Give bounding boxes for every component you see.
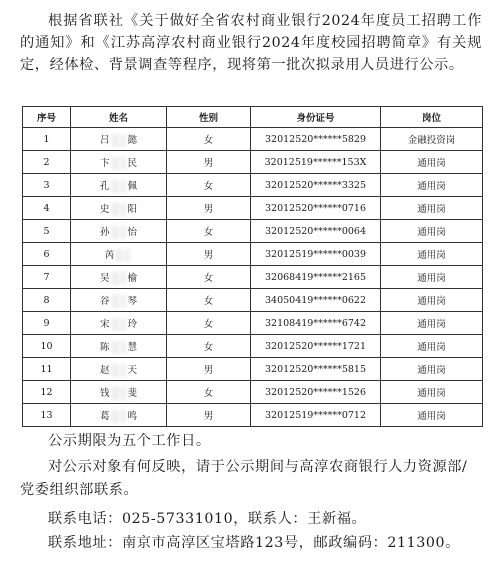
- row-no: 7: [23, 266, 71, 289]
- contact-phone: 联系电话：025-57331010，联系人：王新福。: [48, 511, 367, 527]
- row-name: [71, 358, 167, 381]
- row-gender: 男: [167, 243, 251, 266]
- name-last-char: 阳: [127, 203, 138, 215]
- row-id: 34050419******0622: [251, 289, 381, 312]
- row-post: 通用岗: [381, 381, 483, 404]
- name-redaction-blur: [112, 226, 126, 239]
- name-first-char: 谷: [99, 295, 110, 307]
- name-redaction-blur: [116, 249, 130, 262]
- row-id: 32012520******0716: [251, 197, 381, 220]
- name-redaction-blur: [112, 157, 126, 170]
- name-first-char: 钱: [99, 387, 110, 399]
- header-gender: 性别: [167, 107, 251, 128]
- row-id: 32012519******0039: [251, 243, 381, 266]
- row-id: 32012520******1721: [251, 335, 381, 358]
- row-no: 2: [23, 151, 71, 174]
- period-note: 公示期限为五个工作日。: [48, 433, 211, 449]
- row-id: 32012519******0712: [251, 404, 381, 427]
- row-post: 通用岗: [381, 289, 483, 312]
- row-gender: 女: [167, 128, 251, 151]
- row-id: 32012520******5815: [251, 358, 381, 381]
- name-redaction-blur: [112, 295, 126, 308]
- row-post: 金融投资岗: [381, 128, 483, 151]
- row-no: 5: [23, 220, 71, 243]
- table-row: [23, 128, 483, 151]
- name-redaction-blur: [112, 341, 126, 354]
- row-name: [71, 197, 167, 220]
- name-last-char: 佩: [127, 180, 138, 192]
- row-no: 12: [23, 381, 71, 404]
- row-post: 通用岗: [381, 358, 483, 381]
- table-row: [23, 358, 483, 381]
- table-row: [23, 243, 483, 266]
- name-last-char: 怡: [127, 226, 138, 238]
- row-name: [71, 243, 167, 266]
- name-redaction-blur: [112, 387, 126, 400]
- name-last-char: 斐: [127, 387, 138, 399]
- row-gender: 男: [167, 358, 251, 381]
- name-last-char: 民: [127, 157, 138, 169]
- header-post: 岗位: [381, 107, 483, 128]
- table-row: [23, 312, 483, 335]
- name-redaction-blur: [112, 364, 126, 377]
- name-last-char: 慧: [127, 341, 138, 353]
- name-last-char: 鸣: [127, 410, 138, 422]
- roster-body: [23, 128, 483, 427]
- row-name: [71, 128, 167, 151]
- row-id: 32012520******5829: [251, 128, 381, 151]
- row-post: 通用岗: [381, 404, 483, 427]
- row-no: 1: [23, 128, 71, 151]
- name-first-char: 孙: [99, 226, 110, 238]
- row-post: 通用岗: [381, 312, 483, 335]
- table-row: [23, 335, 483, 358]
- name-first-char: 赵: [99, 364, 110, 376]
- name-first-char: 芮: [104, 249, 115, 261]
- row-gender: 男: [167, 151, 251, 174]
- row-name: [71, 289, 167, 312]
- row-name: [71, 174, 167, 197]
- row-gender: 男: [167, 404, 251, 427]
- row-gender: 女: [167, 220, 251, 243]
- row-no: 3: [23, 174, 71, 197]
- name-first-char: 史: [99, 203, 110, 215]
- name-redaction-blur: [112, 318, 126, 331]
- name-redaction-blur: [112, 410, 126, 423]
- row-id: 32012520******3325: [251, 174, 381, 197]
- row-name: [71, 151, 167, 174]
- name-first-char: 吴: [99, 272, 110, 284]
- row-no: 6: [23, 243, 71, 266]
- contact-address: 联系地址：南京市高淳区宝塔路123号，邮政编码：211300。: [48, 535, 460, 551]
- name-redaction-blur: [112, 134, 126, 147]
- name-last-char: 榆: [127, 272, 138, 284]
- objection-note: 对公示对象有何反映，请于公示期间与高淳农商银行人力资源部/党委组织部联系。: [20, 459, 468, 498]
- row-id: 32012519******153X: [251, 151, 381, 174]
- name-first-char: 葛: [99, 410, 110, 422]
- row-id: 32068419******2165: [251, 266, 381, 289]
- header-no: 序号: [23, 107, 71, 128]
- row-no: 11: [23, 358, 71, 381]
- row-gender: 女: [167, 174, 251, 197]
- table-row: [23, 381, 483, 404]
- row-post: 通用岗: [381, 266, 483, 289]
- row-name: [71, 335, 167, 358]
- row-no: 13: [23, 404, 71, 427]
- row-post: 通用岗: [381, 151, 483, 174]
- row-post: 通用岗: [381, 335, 483, 358]
- row-post: 通用岗: [381, 174, 483, 197]
- row-name: [71, 266, 167, 289]
- name-first-char: 宋: [99, 318, 110, 330]
- row-gender: 女: [167, 289, 251, 312]
- intro-paragraph: 根据省联社《关于做好全省农村商业银行2024年度员工招聘工作的通知》和《江苏高淳农村商业银行2024年度校园招聘简章》有关规定，经体检、背景调查等程序，现将第一批次拟录用人员进行公示。: [20, 13, 482, 73]
- table-row: [23, 151, 483, 174]
- name-last-char: 玲: [127, 318, 138, 330]
- row-id: 32108419******6742: [251, 312, 381, 335]
- row-gender: 男: [167, 197, 251, 220]
- row-post: 通用岗: [381, 220, 483, 243]
- name-first-char: 孔: [99, 180, 110, 192]
- table-row: [23, 174, 483, 197]
- name-redaction-blur: [112, 272, 126, 285]
- name-first-char: 陈: [99, 341, 110, 353]
- row-name: [71, 312, 167, 335]
- name-redaction-blur: [112, 203, 126, 216]
- row-post: 通用岗: [381, 197, 483, 220]
- row-name: [71, 220, 167, 243]
- table-row: [23, 404, 483, 427]
- row-name: [71, 381, 167, 404]
- row-gender: 女: [167, 312, 251, 335]
- row-no: 4: [23, 197, 71, 220]
- header-name: 姓名: [71, 107, 167, 128]
- row-name: [71, 404, 167, 427]
- row-no: 9: [23, 312, 71, 335]
- header-id: 身份证号: [251, 107, 381, 128]
- table-row: [23, 197, 483, 220]
- table-row: [23, 266, 483, 289]
- name-last-char: 天: [127, 364, 138, 376]
- name-redaction-blur: [112, 180, 126, 193]
- row-gender: 女: [167, 266, 251, 289]
- row-gender: 女: [167, 381, 251, 404]
- name-last-char: 懿: [127, 134, 138, 146]
- roster-table: [22, 106, 483, 427]
- row-id: 32012520******1526: [251, 381, 381, 404]
- name-last-char: 琴: [127, 295, 138, 307]
- row-no: 8: [23, 289, 71, 312]
- row-gender: 女: [167, 335, 251, 358]
- table-row: [23, 220, 483, 243]
- table-row: [23, 289, 483, 312]
- name-first-char: 卞: [99, 157, 110, 169]
- table-header-row: [23, 107, 483, 128]
- name-first-char: 吕: [99, 134, 110, 146]
- row-id: 32012520******0064: [251, 220, 381, 243]
- row-post: 通用岗: [381, 243, 483, 266]
- row-no: 10: [23, 335, 71, 358]
